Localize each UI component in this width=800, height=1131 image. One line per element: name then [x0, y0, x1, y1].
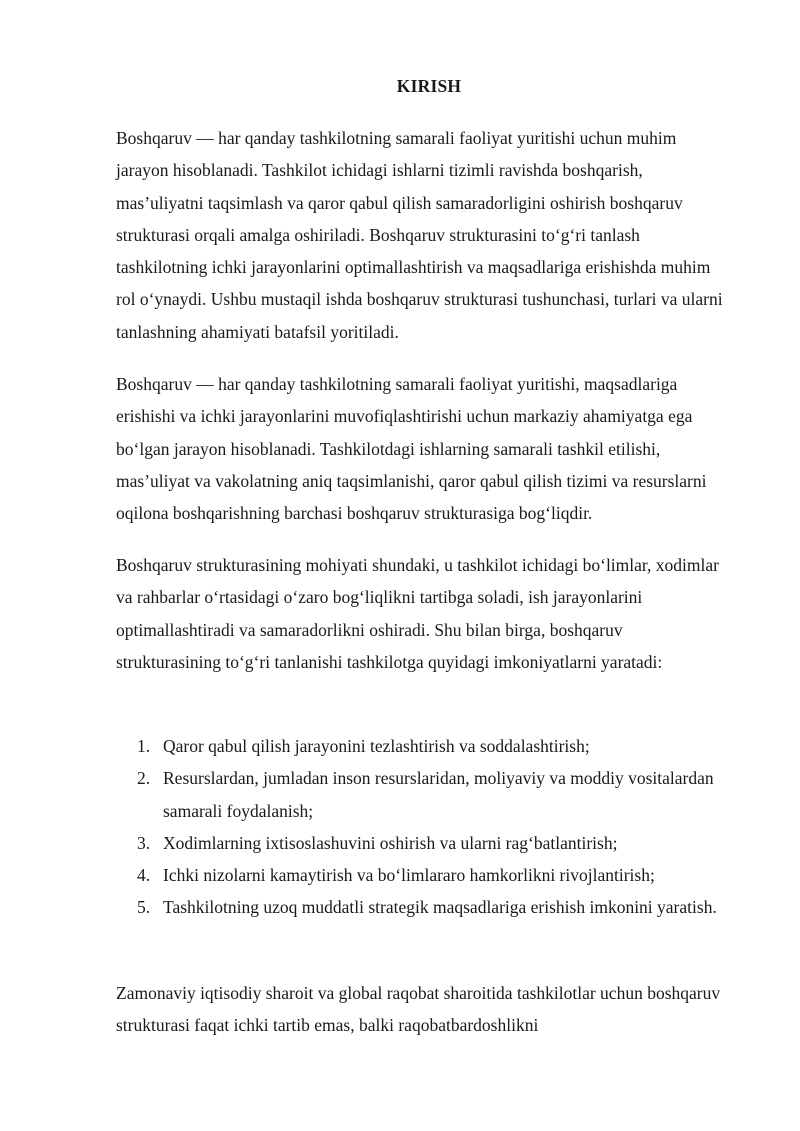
numbered-list	[116, 730, 728, 924]
list-item-number: 3.	[137, 832, 151, 853]
list-item	[116, 891, 728, 923]
list-item	[116, 827, 728, 859]
page-title: KIRISH	[396, 76, 462, 96]
list-item	[116, 730, 728, 762]
paragraph-1: Boshqaruv — har qanday tashkilotning samarali faoliyat yuritishi uchun muhim jarayon hisoblanadi. Tashkilot ichidagi ishlarni tizimli ravishda boshqarish, mas’uliyatni taqsimlash va qaror qabul qilish samaradorligini oshirish boshqaruv strukturasi orqali amalga oshiriladi. Boshqaruv strukturasini to‘g‘ri tanlash tashkilotning ichki jarayonlarini optimallashtirish va maqsadlariga erishishda muhim rol o‘ynaydi. Ushbu mustaqil ishda boshqaruv strukturasi tushunchasi, turlari va ularni tanlashning ahamiyati batafsil yoritiladi.	[116, 128, 723, 342]
list-item-text: Qaror qabul qilish jarayonini tezlashtirish va soddalashtirish;	[163, 736, 590, 756]
list-item-number: 4.	[137, 865, 151, 886]
paragraph-3: Boshqaruv strukturasining mohiyati shundaki, u tashkilot ichidagi bo‘limlar, xodimlar va rahbarlar o‘rtasidagi o‘zaro bog‘liqlikni tartibga soladi, ish jarayonlarini optimallashtiradi va samaradorlikni oshiradi. Shu bilan birga, boshqaruv strukturasining to‘g‘ri tanlanishi tashkilotga quyidagi imkoniyatlarni yaratadi:	[116, 555, 719, 672]
list-item-text: Ichki nizolarni kamaytirish va bo‘limlararo hamkorlikni rivojlantirish;	[163, 865, 655, 886]
list-item-number: 5.	[137, 897, 151, 918]
list-item	[116, 762, 728, 827]
list-item-text: Resurslardan, jumladan inson resurslaridan, moliyaviy va moddiy vositalardan samarali foydalanish;	[163, 768, 714, 821]
list-item-number: 2.	[137, 768, 151, 789]
paragraph-4: Zamonaviy iqtisodiy sharoit va global raqobat sharoitida tashkilotlar uchun boshqaruv strukturasi faqat ichki tartib emas, balki raqobatbardoshlikni	[116, 983, 721, 1036]
list-item-text: Tashkilotning uzoq muddatli strategik maqsadlariga erishish imkonini yaratish.	[163, 897, 717, 918]
list-item	[116, 859, 728, 891]
list-item-number: 1.	[137, 736, 151, 756]
list-item-text: Xodimlarning ixtisoslashuvini oshirish va ularni rag‘batlantirish;	[163, 832, 618, 853]
paragraph-2: Boshqaruv — har qanday tashkilotning samarali faoliyat yuritishi, maqsadlariga erishishi va ichki jarayonlarini muvofiqlashtirishi uchun markaziy ahamiyatga ega bo‘lgan jarayon hisoblanadi. Tashkilotdagi ishlarning samarali tashkil etilishi, mas’uliyat va vakolatning aniq taqsimlanishi, qaror qabul qilish tizimi va resurslarni oqilona boshqarishning barchasi boshqaruv strukturasiga bog‘liqdir.	[116, 374, 707, 524]
